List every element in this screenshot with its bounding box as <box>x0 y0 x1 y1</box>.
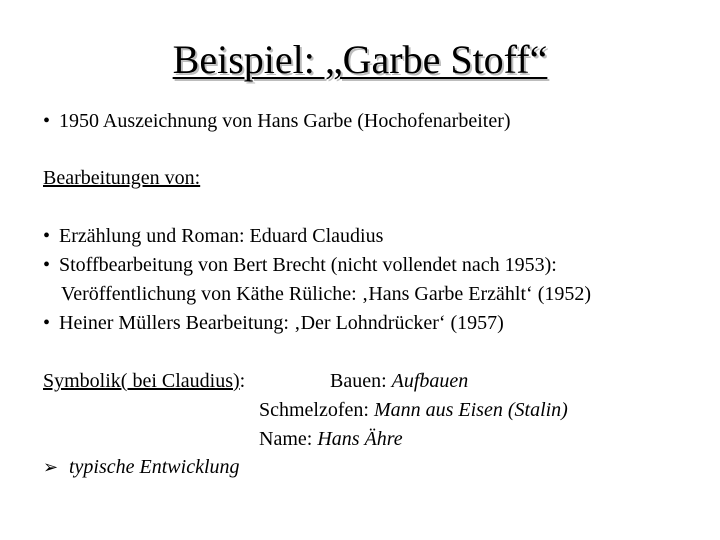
symbolik-row-3-key: Name: <box>259 428 318 450</box>
symbolik-row-3-value: Hans Ähre <box>317 428 403 450</box>
adaptation-item-1-text: Erzählung und Roman: Eduard Claudius <box>59 225 384 247</box>
arrow-bullet-icon: ➢ <box>43 457 59 478</box>
adaptation-item-2-continuation <box>61 280 591 308</box>
slide-title: Beispiel: „Garbe Stoff“ <box>172 37 548 82</box>
award-text: 1950 Auszeichnung von Hans Garbe (Hochofenarbeiter) <box>59 110 511 132</box>
symbolik-colon: : <box>239 370 246 392</box>
symbolik-row-2 <box>259 396 568 424</box>
symbolik-heading-text: Symbolik( bei Claudius) <box>43 370 240 392</box>
symbolik-row-1-value: Aufbauen <box>391 370 469 392</box>
symbolik-row-2-key: Schmelzofen: <box>259 399 374 421</box>
adaptation-item-2-text: Stoffbearbeitung von Bert Brecht (nicht vollendet nach 1953): <box>59 254 557 276</box>
symbolik-row-1-key: Bauen: <box>330 370 392 392</box>
adaptation-item-3 <box>43 309 504 337</box>
conclusion-text: typische Entwicklung <box>69 456 240 478</box>
bullet-icon: • <box>43 225 51 247</box>
conclusion-line <box>43 453 240 482</box>
adaptation-item-1 <box>43 222 383 250</box>
symbolik-heading <box>43 367 245 395</box>
symbolik-row-2-value: Mann aus Eisen (Stalin) <box>373 399 568 421</box>
bearbeitungen-heading-text: Bearbeitungen von: <box>43 167 201 189</box>
bullet-icon: • <box>43 110 51 132</box>
award-line <box>43 107 511 135</box>
adaptation-item-2 <box>43 251 557 279</box>
symbolik-row-1 <box>330 367 468 395</box>
bullet-icon: • <box>43 254 51 276</box>
bullet-icon: • <box>43 312 51 334</box>
adaptation-item-2-cont-text: Veröffentlichung von Käthe Rüliche: ‚Hans Garbe Erzählt‘ (1952) <box>61 283 592 305</box>
bearbeitungen-heading <box>43 164 200 192</box>
adaptation-item-3-text: Heiner Müllers Bearbeitung: ‚Der Lohndrücker‘ (1957) <box>59 312 504 334</box>
symbolik-row-3 <box>259 425 403 453</box>
